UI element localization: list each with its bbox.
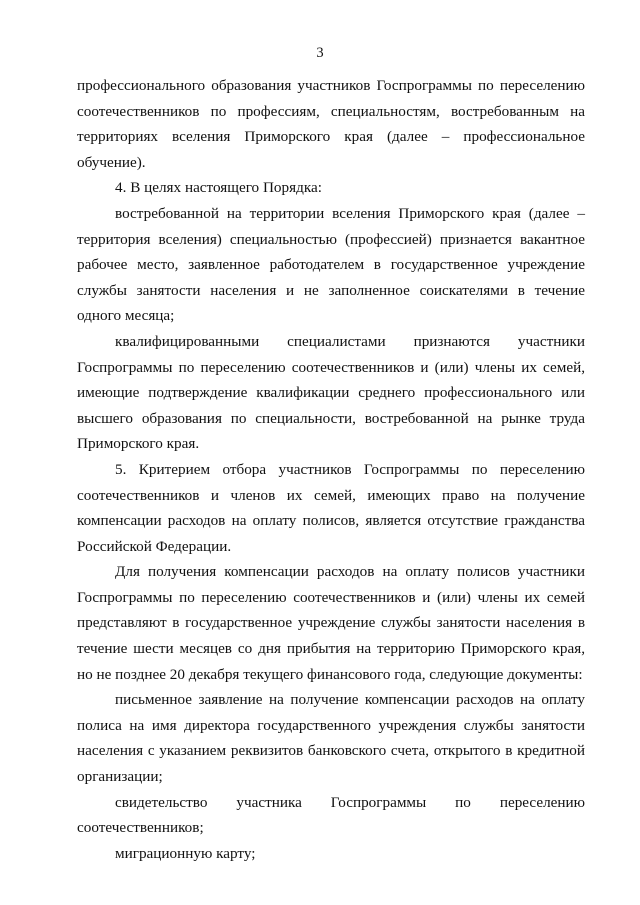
- paragraph-migration-card: миграционную карту;: [115, 844, 256, 862]
- page-number: 3: [316, 45, 324, 61]
- paragraph-participant-certificate: свидетельство участника Госпрограммы по переселению соотечественников;: [77, 793, 585, 837]
- paragraph-item-5-criterion: 5. Критерием отбора участников Госпрограммы по переселению соотечественников и членов их семей, имеющих право на получение компенсации расходов на оплату полисов, является отсутствие гражданства Российской Федерации.: [77, 460, 585, 555]
- paragraph-item-4-heading: 4. В целях настоящего Порядка:: [115, 179, 322, 197]
- paragraph-written-application: письменное заявление на получение компенсации расходов на оплату полиса на имя директора государственного учреждения службы занятости населения с указанием реквизитов банковского счета, открытого в кредитной организации;: [77, 691, 585, 786]
- paragraph-qualified-specialists-definition: квалифицированными специалистами признаются участники Госпрограммы по переселению соотечественников и (или) члены их семей, имеющие подтверждение квалификации среднего профессионального или высшего образования по специальности, востребованной на рынке труда Приморского края.: [77, 332, 585, 453]
- paragraph-demanded-specialty-definition: востребованной на территории вселения Приморского края (далее – территория вселения) специальностью (профессией) признается вакантное рабочее место, заявленное работодателем в государственное учреждение службы занятости населения и не заполненное соискателями в течение одного месяца;: [77, 204, 585, 325]
- paragraph-continuation: профессионального образования участников Госпрограммы по переселению соотечественников по профессиям, специальностям, востребованным на территориях вселения Приморского края (далее – профессиональное обучение).: [77, 77, 585, 171]
- paragraph-documents-requirement: Для получения компенсации расходов на оплату полисов участники Госпрограммы по переселению соотечественников и (или) члены их семей представляют в государственное учреждение службы занятости населения в течение шести месяцев со дня прибытия на территорию Приморского края, но не позднее 20 декабря текущего финансового года, следующие документы:: [77, 563, 585, 683]
- document-body: [77, 73, 585, 866]
